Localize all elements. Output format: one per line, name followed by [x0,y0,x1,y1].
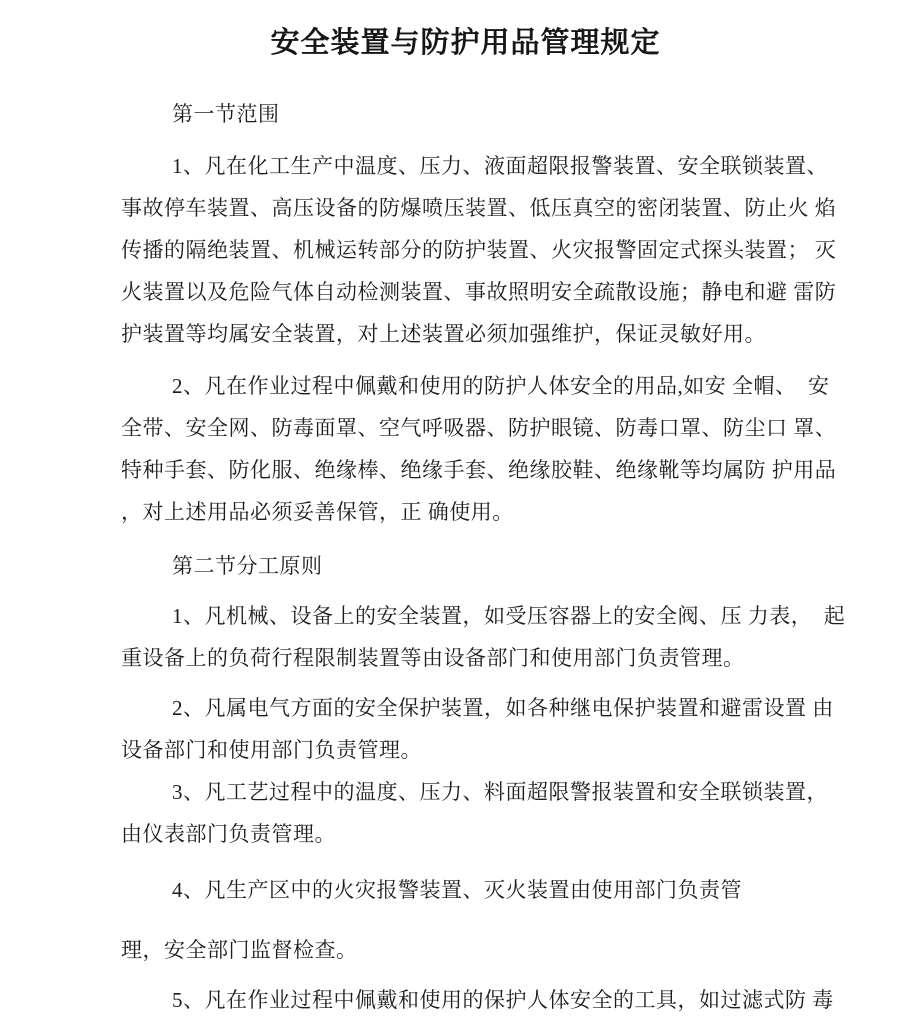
paragraph-line: 事故停车装置、高压设备的防爆喷压装置、低压真空的密闭装置、防止火 焰 [121,196,837,220]
paragraph-line: 全带、安全网、防毒面罩、空气呼吸器、防护眼镜、防毒口罩、防尘口 罩、 [121,416,837,440]
paragraph-line: 1、凡机械、设备上的安全装置，如受压容器上的安全阀、压 力表， 起 [172,604,846,628]
document-title: 安全装置与防护用品管理规定 [270,27,661,59]
paragraph-line: ，对上述用品必须妥善保管，正 确使用。 [121,500,514,524]
section-heading: 第一节范围 [172,102,280,126]
paragraph-line: 火装置以及危险气体自动检测装置、事故照明安全疏散设施；静电和避 雷防 [121,280,837,304]
paragraph-line: 理，安全部门监督检查。 [121,938,358,962]
paragraph-line: 由仪表部门负责管理。 [121,822,336,846]
paragraph-line: 2、凡在作业过程中佩戴和使用的防护人体安全的用品,如安 全帽、 安 [172,374,830,398]
paragraph-line: 设备部门和使用部门负责管理。 [121,738,422,762]
paragraph-line: 3、凡工艺过程中的温度、压力、料面超限警报装置和安全联锁装置， [172,780,828,804]
paragraph-line: 重设备上的负荷行程限制装置等由设备部门和使用部门负责管理。 [121,646,745,670]
section-heading: 第二节分工原则 [172,554,323,578]
paragraph-line: 2、凡属电气方面的安全保护装置，如各种继电保护装置和避雷设置 由 [172,696,834,720]
paragraph-line: 4、凡生产区中的火灾报警装置、灭火装置由使用部门负责管 [172,878,742,902]
paragraph-line: 传播的隔绝装置、机械运转部分的防护装置、火灾报警固定式探头装置； 灭 [121,238,837,262]
paragraph-line: 1、凡在化工生产中温度、压力、液面超限报警装置、安全联锁装置、 [172,154,828,178]
paragraph-line: 特种手套、防化服、绝缘棒、绝缘手套、绝缘胶鞋、绝缘靴等均属防 护用品 [121,458,837,482]
paragraph-line: 5、凡在作业过程中佩戴和使用的保护人体安全的工具，如过滤式防 毒 [172,988,834,1012]
paragraph-line: 护装置等均属安全装置，对上述装置必须加强维护，保证灵敏好用。 [121,322,766,346]
